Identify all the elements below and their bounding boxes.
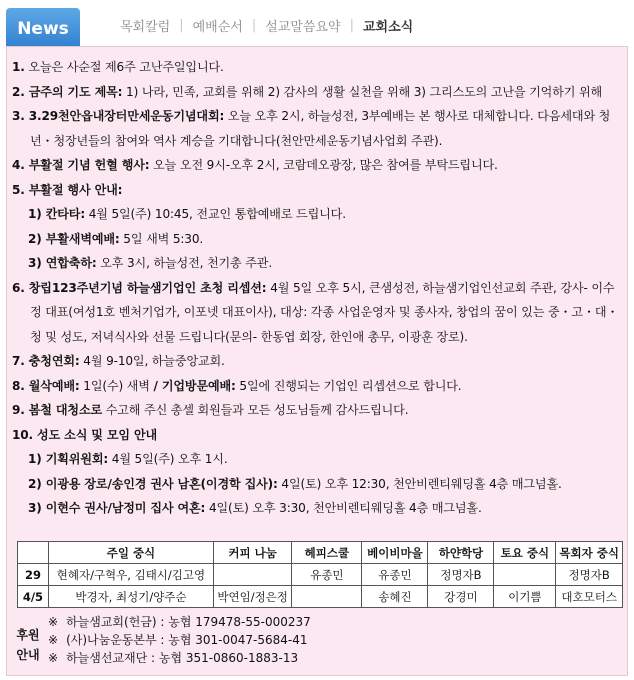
table-header: 헤피스쿨	[292, 542, 362, 564]
news-item: 10. 성도 소식 및 모임 안내	[12, 427, 158, 442]
news-subitem: 2) 이광용 장로/송인경 권사 남혼(이경학 집사): 4일(토) 오후 12:30, 천안비렌티웨딩홀 4층 매그넘홀.	[28, 476, 562, 491]
table-cell	[213, 564, 291, 586]
news-item: 5. 부활절 행사 안내:	[12, 182, 123, 197]
donation-account: ※ 하늘샘교회(헌금) : 농협 179478-55-000237	[48, 615, 311, 629]
table-row	[18, 564, 623, 586]
nav-item-pastor-column[interactable]: 목회칼럼	[120, 20, 171, 35]
table-corner-cell	[18, 542, 49, 564]
table-header: 베이비마을	[362, 542, 428, 564]
table-cell: 강경미	[428, 586, 494, 608]
news-item: 3. 3.29천안읍내장터만세운동기념대회: 오늘 오후 2시, 하늘성전, 3부예배는 본 행사로 대체합니다. 다음세대와 청년・청장년들의 참여와 역사 계승을 기대합니다(천안만세운동기념사업회 주관).	[12, 109, 611, 148]
news-badge: News	[6, 8, 80, 50]
table-cell: 현혜자/구혁우, 김태시/김고영	[48, 564, 213, 586]
nav-item-church-news[interactable]: 교회소식	[363, 20, 414, 35]
news-subitem: 3) 이현수 권사/남정미 집사 여혼: 4일(토) 오후 3:30, 천안비렌티웨딩홀 4층 매그넘홀.	[28, 501, 482, 515]
nav-separator: |	[251, 18, 257, 33]
table-cell	[494, 564, 556, 586]
news-item: 9. 봄철 대청소로 수고해 주신 총셀 회원들과 모든 성도님들께 감사드립니다.	[12, 403, 409, 417]
table-cell: 대호모터스	[556, 586, 623, 608]
table-header: 목회자 중식	[556, 542, 623, 564]
table-cell: 정명자B	[428, 564, 494, 586]
news-subitem: 2) 부활새벽예배: 5일 새벽 5:30.	[28, 231, 204, 246]
table-cell: 박연임/정은정	[213, 586, 291, 608]
news-nav	[120, 16, 413, 35]
table-cell	[292, 586, 362, 608]
nav-item-sermon-summary[interactable]: 설교말씀요약	[265, 20, 341, 35]
news-subitem: 1) 기획위원회: 4월 5일(주) 오후 1시.	[28, 452, 228, 466]
table-cell: 유종민	[292, 564, 362, 586]
news-list	[10, 55, 622, 521]
donation-label: 후원 안내	[16, 628, 40, 662]
service-schedule-table	[17, 541, 623, 608]
news-item: 4. 부활절 기념 헌혈 행사: 오늘 오전 9시-오후 2시, 코람데오광장, 많은 참여를 부탁드립니다.	[12, 158, 498, 172]
table-cell: 유종민	[362, 564, 428, 586]
news-item: 8. 월삭예배: 1일(수) 새벽 / 기업방문예배: 5일에 진행되는 기업인 리셉션으로 합니다.	[12, 378, 462, 393]
table-cell: 박경자, 최성기/양주순	[48, 586, 213, 608]
news-item: 6. 창립123주년기념 하늘샘기업인 초청 리셉션: 4월 5일 오후 5시, 큰샘성전, 하늘샘기업인선교회 주관, 강사- 이수정 대표(여성1호 벤처기업가, 이포넷 대표이사), 대상: 각종 사업운영자 및 종사자, 창업의 꿈이 있는 중・고・대・청 및 성도, 저녁식사와 선물 드립니다(문의- 한동엽 회장, 한인애 총무, 이광훈 장로).	[12, 280, 619, 344]
donation-account: ※ 하늘샘선교재단 : 농협 351-0860-1883-13	[48, 651, 299, 665]
table-date-cell: 4/5	[18, 586, 49, 608]
news-subitem: 1) 칸타타: 4월 5일(주) 10:45, 전교인 통합예배로 드립니다.	[28, 207, 346, 221]
table-header-row	[18, 542, 623, 564]
table-row	[18, 586, 623, 608]
table-cell: 이기쁨	[494, 586, 556, 608]
news-item: 2. 금주의 기도 제목: 1) 나라, 민족, 교회를 위해 2) 감사의 생활 실천을 위해 3) 그리스도의 고난을 기억하기 위해	[12, 84, 603, 99]
donation-accounts	[48, 613, 311, 667]
table-cell: 정명자B	[556, 564, 623, 586]
table-cell: 송혜진	[362, 586, 428, 608]
table-header: 하얀학당	[428, 542, 494, 564]
donation-account: ※ (사)나눔운동본부 : 농협 301-0047-5684-41	[48, 633, 308, 647]
table-header: 주일 중식	[48, 542, 213, 564]
nav-item-worship-order[interactable]: 예배순서	[192, 20, 243, 35]
table-date-cell: 29	[18, 564, 49, 586]
news-panel	[6, 46, 628, 676]
news-subitem: 3) 연합축하: 오후 3시, 하늘성전, 천기총 주관.	[28, 256, 273, 270]
news-item: 1. 오늘은 사순절 제6주 고난주일입니다.	[12, 60, 224, 74]
nav-separator: |	[349, 18, 354, 33]
table-header: 토요 중식	[494, 542, 556, 564]
table-header: 커피 나눔	[213, 542, 291, 564]
news-item: 7. 충청연회: 4월 9-10일, 하늘중앙교회.	[12, 354, 225, 368]
nav-separator: |	[179, 18, 184, 33]
